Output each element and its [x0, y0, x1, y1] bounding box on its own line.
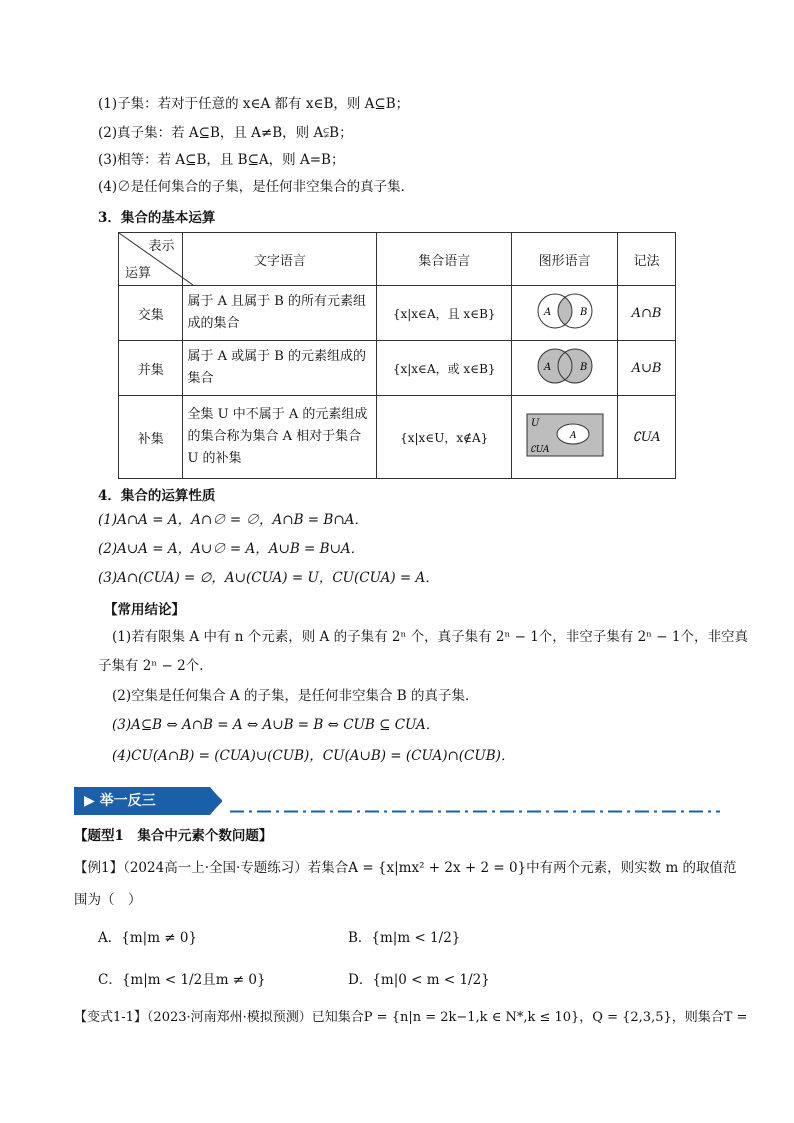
op-complement: 补集 — [119, 396, 183, 479]
choice-a: A．{m|m ≠ 0} — [98, 930, 198, 946]
section-4-title: 4．集合的运算性质 — [98, 488, 216, 504]
subset-line-1: (1)子集：若对于任意的 x∈A 都有 x∈B，则 A⊆B； — [98, 96, 410, 112]
text-union: 属于 A 或属于 B 的元素组成的集合 — [183, 341, 377, 396]
property-line-3: (3)A∩(CUA) = ∅，A∪(CUA) = U，CU(CUA) = A． — [98, 570, 439, 586]
venn-label-cua: ∁UA — [529, 445, 550, 455]
venn-union — [512, 341, 618, 396]
set-complement: {x|x∈U，x∉A} — [377, 396, 512, 479]
conclusion-line-4: (4)CU(A∩B) = (CUA)∪(CUB)，CU(A∪B) = (CUA)∩(CUB)． — [112, 748, 515, 764]
op-union: 并集 — [119, 341, 183, 396]
header-text-language: 文字语言 — [183, 233, 377, 286]
set-intersection: {x|x∈A，且 x∈B} — [377, 286, 512, 341]
property-line-2: (2)A∪A = A，A∪∅ = A，A∪B = B∪A． — [98, 541, 365, 557]
conclusion-line-1b: 子集有 2ⁿ − 2个． — [98, 658, 213, 674]
notation-union: A∪B — [618, 341, 676, 396]
venn-label-a: A — [543, 307, 551, 318]
header-set-language: 集合语言 — [377, 233, 512, 286]
problem-type-title: 【题型1 集合中元素个数问题】 — [74, 828, 273, 844]
section-3-title: 3．集合的基本运算 — [98, 210, 216, 226]
choice-c: C．{m|m < 1/2且m ≠ 0} — [98, 972, 266, 988]
subset-line-2: (2)真子集：若 A⊆B，且 A≠B，则 A⫋B； — [98, 125, 353, 141]
set-operations-table — [118, 232, 676, 479]
table-row — [119, 341, 676, 396]
venn-union-diagram — [530, 345, 600, 387]
venn-label-b: B — [579, 362, 587, 373]
conclusion-line-1a: (1)若有限集 A 中有 n 个元素，则 A 的子集有 2ⁿ 个，真子集有 2ⁿ − 1个，非空子集有 2ⁿ − 1个，非空真 — [112, 629, 748, 645]
venn-intersection-diagram — [530, 290, 600, 332]
conclusion-line-3: (3)A⊆B ⇔ A∩B = A ⇔ A∪B = B ⇔ CUB ⊆ CUA． — [112, 717, 440, 733]
subset-line-4: (4)∅是任何集合的子集，是任何非空集合的真子集． — [98, 179, 415, 195]
header-notation: 记法 — [618, 233, 676, 286]
header-diag-bottom: 运算 — [125, 266, 152, 281]
venn-complement — [512, 396, 618, 479]
subset-line-3: (3)相等：若 A⊆B，且 B⊆A，则 A=B； — [98, 152, 345, 168]
diagonal-header-cell — [119, 233, 183, 286]
header-graph-language: 图形语言 — [512, 233, 618, 286]
example1-line1: 【例1】（2024高一上·全国·专题练习）若集合A = {x|mx² + 2x + 2 = 0}中有两个元素，则实数 m 的取值范 — [74, 860, 737, 876]
variant1-line: 【变式1-1】（2023·河南郑州·模拟预测）已知集合P = {n|n = 2k−1,k ∈ N*,k ≤ 10}，Q = {2,3,5}，则集合T = — [74, 1010, 748, 1025]
conclusion-line-2: (2)空集是任何集合 A 的子集，是任何非空集合 B 的真子集． — [112, 688, 479, 704]
table-row — [119, 286, 676, 341]
conclusions-title: 【常用结论】 — [104, 602, 185, 618]
venn-label-b: B — [579, 307, 587, 318]
choice-b: B．{m|m < 1/2} — [348, 930, 461, 946]
set-union: {x|x∈A，或 x∈B} — [377, 341, 512, 396]
op-intersection: 交集 — [119, 286, 183, 341]
notation-intersection: A∩B — [618, 286, 676, 341]
text-intersection: 属于 A 且属于 B 的所有元素组成的集合 — [183, 286, 377, 341]
table-row — [119, 396, 676, 479]
venn-intersection — [512, 286, 618, 341]
header-diag-top: 表示 — [148, 239, 175, 254]
venn-label-u: U — [530, 418, 540, 429]
banner-label: ▶ 举一反三 — [84, 793, 156, 809]
property-line-1: (1)A∩A = A，A∩∅ = ∅，A∩B = B∩A． — [98, 512, 368, 528]
choice-d: D．{m|0 < m < 1/2} — [348, 972, 490, 988]
venn-label-a: A — [543, 362, 551, 373]
venn-complement-diagram — [525, 412, 605, 458]
venn-label-a: A — [569, 431, 577, 441]
table-header-row — [119, 233, 676, 286]
example1-line2: 围为（ ） — [74, 892, 142, 908]
notation-complement: ∁UA — [618, 396, 676, 479]
dashed-divider — [230, 810, 720, 813]
text-complement: 全集 U 中不属于 A 的元素组成的集合称为集合 A 相对于集合 U 的补集 — [183, 396, 377, 479]
